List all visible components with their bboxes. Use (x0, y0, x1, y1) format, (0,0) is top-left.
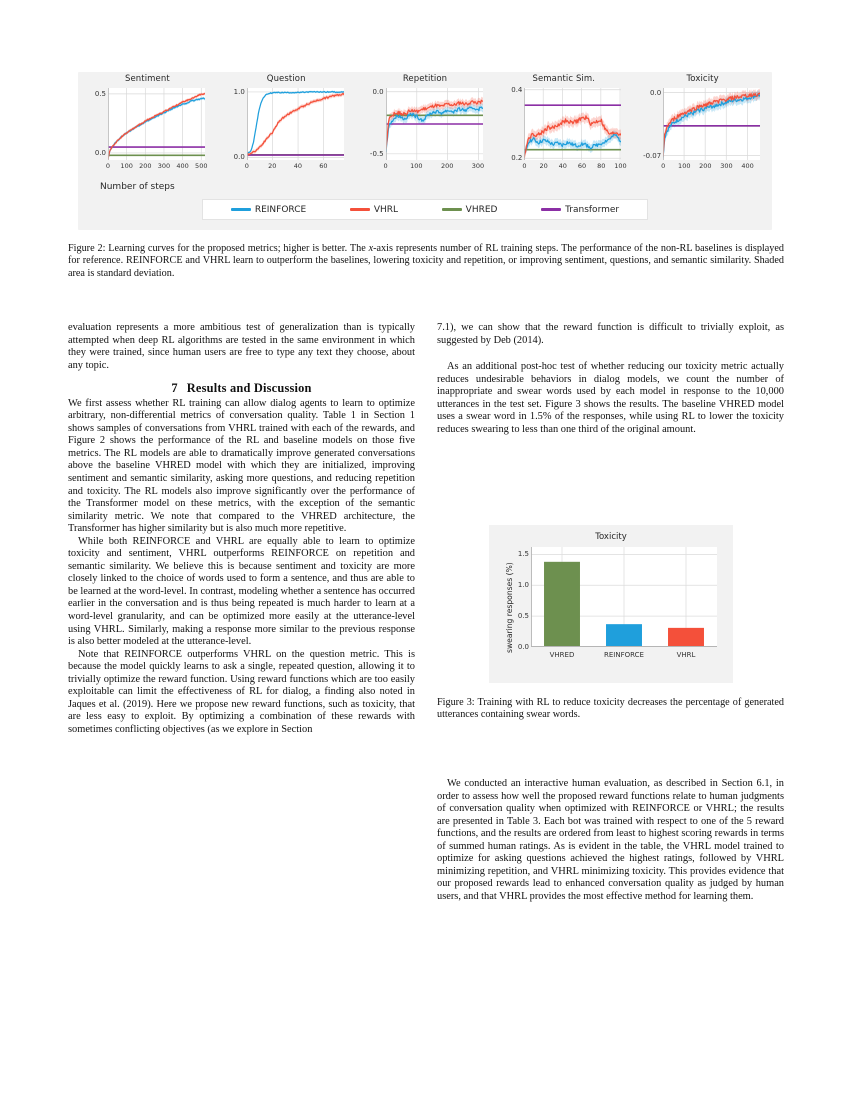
figure-3-title: Toxicity (595, 532, 627, 542)
chart-panel-repetition (356, 72, 495, 194)
x-tick-label: 500 (195, 162, 208, 170)
chart-panel-question (217, 72, 356, 194)
x-tick-label: 0 (383, 162, 388, 170)
plot-area-toxicity (663, 88, 760, 160)
legend-label: Transformer (565, 204, 620, 215)
chart-title-toxicity: Toxicity (686, 74, 719, 84)
figure-2-caption-part1: Figure 2: Learning curves for the proposed metrics; higher is better. The (68, 243, 369, 254)
x-tick-label: 200 (139, 162, 152, 170)
chart-panel-sentiment (78, 72, 217, 194)
x-tick-label: 40 (293, 162, 302, 170)
chart-panel-semantic_sim (494, 72, 633, 194)
legend-item-vhred (442, 205, 498, 215)
chart-title-sentiment: Sentiment (124, 74, 170, 84)
legend-label: VHRED (465, 204, 498, 215)
y-tick-label: 0.0 (372, 87, 384, 96)
legend-item-transformer (541, 205, 619, 215)
legend-swatch-icon (350, 208, 370, 210)
legend-swatch-icon (541, 208, 561, 210)
figure-2-x-axis-label: Number of steps (100, 182, 175, 192)
x-tick-label: 100 (410, 162, 423, 170)
paragraph: 7.1), we can show that the reward function is difficult to trivially exploit, as suggested by Deb (2014). (437, 322, 784, 346)
figure-2-legend (202, 199, 648, 220)
legend-swatch-icon (231, 208, 251, 210)
paragraph: We first assess whether RL training can allow dialog agents to learn to optimize arbitrary, non-differential metrics of conversation quality. Table 1 in Section 1 shows samples of conversations from VHRL trained with each of the rewards, and Figure 2 shows the performance of the RL and baseline models on those five metrics. The RL models are able to dramatically improve generated conversations above the baseline VHRED model with which they are initialized, improving sentiment and semantic similarity, asking more questions, and reducing repetition and toxicity. The RL models also improve significantly over the performance of the Transformer model on these metrics, with the exception of the semantic similarity metric. We note that compared to the VHRED architecture, the Transformer has higher similarity but is also much more repetitive. (68, 397, 415, 535)
paragraph: While both REINFORCE and VHRL are equally able to learn to optimize toxicity and sentiment, VHRL outperforms REINFORCE on repetition and semantic similarity. We believe this is because sentiment and toxicity are more closely linked to the choice of words used to form a sentence, and thus are able to be learned at the word-level. In contrast, modeling whether a sentence has occurred earlier in the conversation and is thus being repeated is much harder to learn at a word-level granularity, and can be optimized more easily at the utterance-level using VHRL. Similarly, making a response more similar to the previous response is also better modeled at the utterance-level. (68, 535, 415, 648)
y-tick-label: -0.5 (369, 149, 384, 158)
figure-3 (489, 525, 733, 683)
figure-3-y-tick-label: 0.0 (517, 643, 529, 651)
y-tick-label: 1.0 (233, 87, 245, 96)
chart-title-semantic_sim: Semantic Sim. (532, 74, 596, 84)
y-tick-label: 0.0 (94, 148, 106, 157)
x-tick-label: 40 (558, 162, 567, 170)
x-tick-label: 300 (720, 162, 733, 170)
section-number: 7 (171, 381, 178, 396)
figure-3-y-axis-label: swearing responses (%) (505, 562, 514, 653)
plot-area-question (247, 88, 344, 160)
x-tick-label: 60 (577, 162, 587, 170)
plot-area-semantic_sim (524, 88, 621, 160)
section-title: Results and Discussion (186, 381, 312, 396)
figure-2 (78, 72, 772, 230)
paragraph: Note that REINFORCE outperforms VHRL on the question metric. This is because the model quickly learns to ask a single, repeated question, allowing it to trivially optimize the reward function. Using reward functions which are too easily exploitable can limit the effectiveness of RL for dialog, a finding also noted in Jaques et al. (2019). Here we propose new reward functions, such as toxicity, that are less easy to exploit. By optimizing a combination of these rewards with sometimes conflicting objectives (as we explore in Section (68, 648, 415, 735)
legend-label: REINFORCE (254, 204, 307, 215)
y-tick-label: 0.2 (511, 154, 523, 163)
plot-area-repetition (386, 88, 483, 160)
x-tick-label: 20 (268, 162, 277, 170)
plot-area-sentiment (108, 88, 205, 160)
figure-3-x-tick-label: VHRED (549, 651, 575, 659)
legend-item-reinforce (231, 205, 306, 215)
y-tick-label: 0.0 (233, 153, 245, 162)
y-tick-label: -0.07 (643, 151, 662, 160)
chart-title-question: Question (266, 74, 306, 84)
paragraph: As an additional post-hoc test of whether reducing our toxicity metric actually reduces undesirable behaviors in dialog models, we count the number of inappropriate and swear words used by each model in response to the 10,000 utterances in the test set. Figure 3 shows the results. The baseline VHRED model uses a swear word in 1.5% of the responses, while using RL to lower the toxicity reduces swearing to less than one third of the original amount. (437, 361, 784, 435)
x-tick-label: 0 (661, 162, 666, 170)
body-column-right (437, 322, 784, 436)
y-tick-label: 0.4 (511, 85, 523, 94)
chart-panel-toxicity (633, 72, 772, 194)
legend-swatch-icon (442, 208, 462, 210)
x-tick-label: 400 (176, 162, 189, 170)
paragraph: We conducted an interactive human evaluation, as described in Section 6.1, in order to assess how well the proposed reward functions relate to human judgments of conversation quality when optimized with REINFORCE or VHRL; the results are presented in Table 3. Each bot was trained with respect to one of the 5 reward functions, and the results are ordered from least to highest scoring rewards in terms of summed human ratings. As is evident in the table, the VHRL model trained to optimize for asking questions achieved the highest ratings, followed by VHRL minimizing repetition, and VHRL minimizing toxicity. This provides evidence that our proposed rewards lead to enhanced conversation quality as judged by human users, and that VHRL provides the most effective method for learning them. (437, 778, 784, 902)
x-tick-label: 60 (319, 162, 328, 170)
figure-2-panels (78, 72, 772, 194)
legend-item-vhrl (350, 205, 398, 215)
figure-2-caption-part2: -axis represents number of RL training steps. The performance of the non-RL baselines is displayed for reference. REINFORCE and VHRL learn to outperform the baselines, lowering toxicity and repetition, or improving sentiment, questions, and semantic similarity. Shaded area is standard deviation. (68, 243, 784, 279)
x-tick-label: 80 (597, 162, 606, 170)
figure-2-caption-italic-x: x (368, 243, 374, 254)
body-column-left (68, 322, 415, 737)
figure-3-caption: Figure 3: Training with RL to reduce toxicity decreases the percentage of generated utterances containing swear words. (437, 697, 784, 721)
x-tick-label: 100 (678, 162, 691, 170)
section-heading (68, 382, 415, 395)
x-tick-label: 200 (440, 162, 454, 170)
chart-title-repetition: Repetition (402, 74, 448, 84)
figure-3-x-tick-label: REINFORCE (604, 651, 644, 659)
x-tick-label: 100 (614, 162, 627, 170)
figure-3-y-tick-label: 1.5 (517, 550, 529, 559)
legend-label: VHRL (373, 204, 399, 215)
y-tick-label: 0.0 (650, 88, 662, 97)
paragraph-spacer (437, 347, 784, 361)
figure-3-y-tick-label: 0.5 (517, 612, 529, 621)
x-tick-label: 200 (699, 162, 712, 170)
paragraph: evaluation represents a more ambitious test of generalization than is typically attempted when deep RL algorithms are tested in the same environment in which they were trained, since human users are free to type any text they choose, about any topic. (68, 322, 415, 371)
figure-2-caption (68, 243, 784, 280)
figure-3-plot-area (531, 547, 717, 647)
x-tick-label: 400 (741, 162, 754, 170)
x-tick-label: 100 (120, 162, 133, 170)
x-tick-label: 20 (539, 162, 548, 170)
x-tick-label: 0 (522, 162, 527, 170)
y-tick-label: 0.5 (94, 89, 106, 98)
x-tick-label: 300 (471, 162, 485, 170)
x-tick-label: 0 (244, 162, 249, 170)
x-tick-label: 0 (105, 162, 111, 170)
body-column-right-lower (437, 778, 784, 903)
figure-3-x-tick-label: VHRL (676, 651, 696, 659)
figure-3-y-tick-label: 1.0 (517, 581, 529, 590)
x-tick-label: 300 (157, 162, 171, 170)
